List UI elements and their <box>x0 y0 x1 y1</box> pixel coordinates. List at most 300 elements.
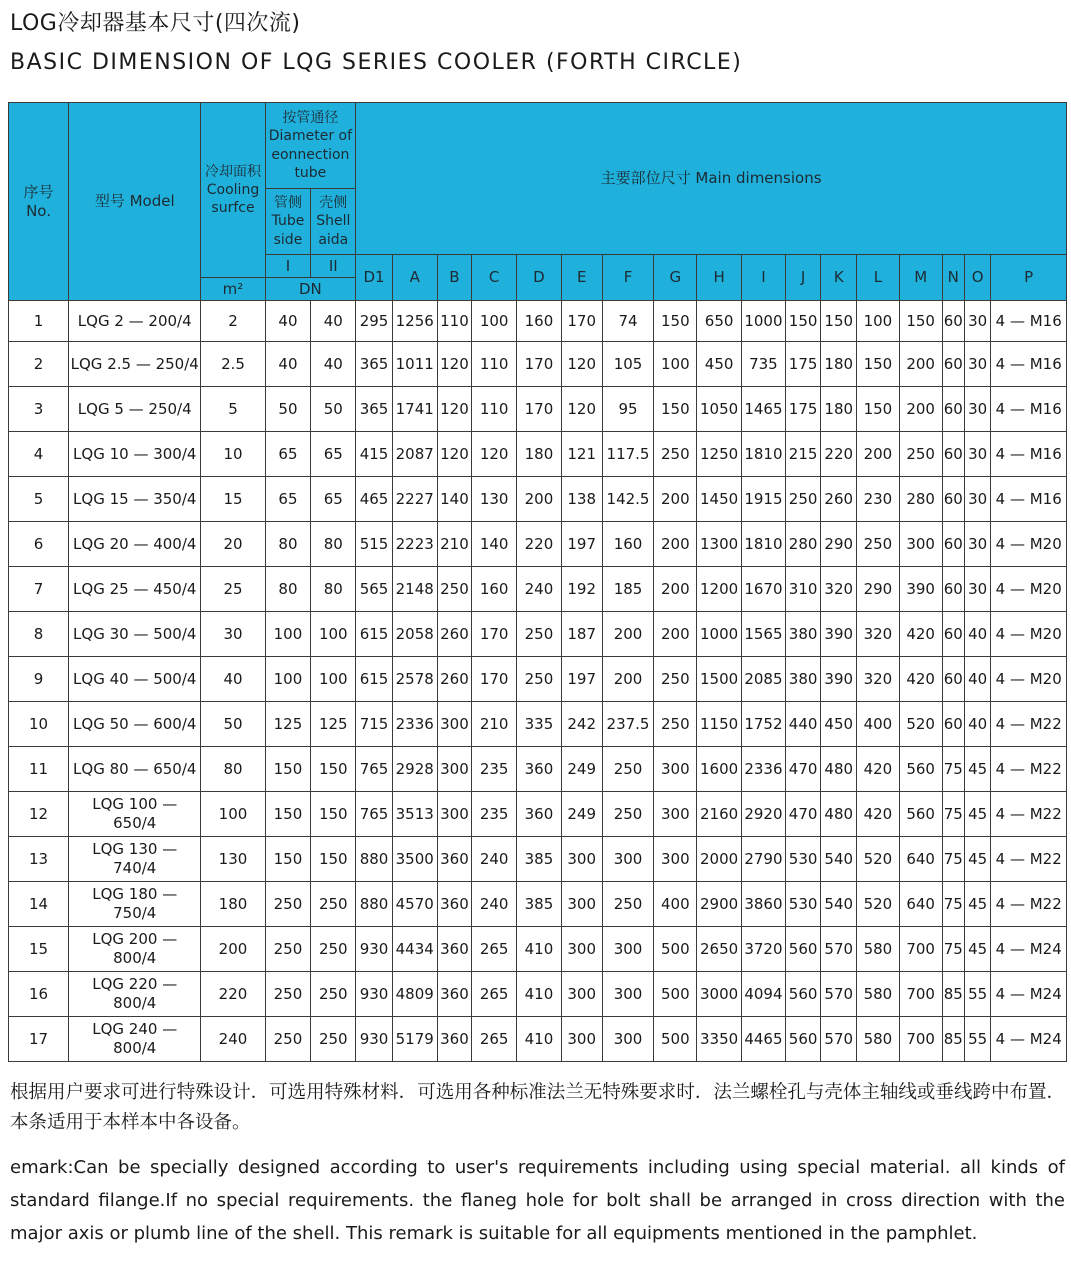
cell-d1: 365 <box>356 342 393 387</box>
header-col-j: J <box>785 255 821 301</box>
cell-c: 160 <box>472 567 517 612</box>
page-title-en: BASIC DIMENSION OF LQG SERIES COOLER (FORTH CIRCLE) <box>10 50 743 75</box>
cell-d: 250 <box>517 657 562 702</box>
cell-d1: 880 <box>356 837 393 882</box>
cell-no: 2 <box>9 342 69 387</box>
cell-model: LQG 5 — 250/4 <box>69 387 201 432</box>
cell-p: 4 — M20 <box>991 567 1067 612</box>
cell-k: 390 <box>821 612 857 657</box>
cell-area: 240 <box>201 1017 265 1062</box>
cell-shell-dn: 125 <box>311 702 356 747</box>
cell-shell-dn: 80 <box>311 567 356 612</box>
cell-k: 180 <box>821 342 857 387</box>
cell-no: 10 <box>9 702 69 747</box>
cell-c: 265 <box>472 1017 517 1062</box>
cell-m: 300 <box>899 522 942 567</box>
cell-k: 570 <box>821 972 857 1017</box>
cell-g: 250 <box>654 702 697 747</box>
cell-i: 1810 <box>742 432 786 477</box>
cell-model: LQG 2 — 200/4 <box>69 301 201 342</box>
cell-k: 260 <box>821 477 857 522</box>
cell-e: 249 <box>561 747 602 792</box>
cell-n: 60 <box>942 301 964 342</box>
cell-o: 45 <box>964 837 990 882</box>
cell-d: 410 <box>517 972 562 1017</box>
cell-c: 235 <box>472 792 517 837</box>
cell-b: 140 <box>437 477 472 522</box>
cell-e: 120 <box>561 387 602 432</box>
cell-m: 200 <box>899 342 942 387</box>
cell-c: 110 <box>472 387 517 432</box>
cell-p: 4 — M22 <box>991 702 1067 747</box>
cell-c: 110 <box>472 342 517 387</box>
cell-m: 420 <box>899 657 942 702</box>
cell-b: 300 <box>437 747 472 792</box>
cell-model: LQG 220 — 800/4 <box>69 972 201 1017</box>
cell-h: 1000 <box>697 612 742 657</box>
table-row <box>9 301 1067 342</box>
cell-model: LQG 240 — 800/4 <box>69 1017 201 1062</box>
cell-p: 4 — M16 <box>991 432 1067 477</box>
cell-shell-dn: 40 <box>311 301 356 342</box>
cell-d: 240 <box>517 567 562 612</box>
cell-l: 230 <box>857 477 900 522</box>
cell-a: 2087 <box>392 432 437 477</box>
cell-a: 4570 <box>392 882 437 927</box>
cell-e: 300 <box>561 972 602 1017</box>
cell-area: 25 <box>201 567 265 612</box>
cell-d1: 765 <box>356 792 393 837</box>
cell-a: 2058 <box>392 612 437 657</box>
cell-m: 700 <box>899 972 942 1017</box>
cell-k: 540 <box>821 837 857 882</box>
cell-tube-dn: 250 <box>265 882 311 927</box>
cell-n: 75 <box>942 747 964 792</box>
header-tube-roman: I <box>265 255 311 278</box>
cell-a: 1741 <box>392 387 437 432</box>
cell-l: 100 <box>857 301 900 342</box>
cell-b: 210 <box>437 522 472 567</box>
cell-n: 60 <box>942 522 964 567</box>
cell-b: 110 <box>437 301 472 342</box>
cell-g: 250 <box>654 657 697 702</box>
cell-model: LQG 20 — 400/4 <box>69 522 201 567</box>
cell-d: 360 <box>517 792 562 837</box>
cell-k: 220 <box>821 432 857 477</box>
table-row <box>9 702 1067 747</box>
cell-p: 4 — M20 <box>991 657 1067 702</box>
cell-l: 150 <box>857 387 900 432</box>
cell-tube-dn: 40 <box>265 301 311 342</box>
cell-h: 1250 <box>697 432 742 477</box>
header-shell-side: 壳侧 Shell aida <box>311 189 356 255</box>
header-tube-side: 管侧 Tube side <box>265 189 311 255</box>
cell-n: 60 <box>942 567 964 612</box>
cell-i: 4094 <box>742 972 786 1017</box>
cell-area: 15 <box>201 477 265 522</box>
cell-model: LQG 2.5 — 250/4 <box>69 342 201 387</box>
cell-o: 30 <box>964 567 990 612</box>
cell-n: 60 <box>942 657 964 702</box>
cell-l: 520 <box>857 837 900 882</box>
cell-no: 8 <box>9 612 69 657</box>
cell-area: 30 <box>201 612 265 657</box>
cell-d: 410 <box>517 927 562 972</box>
cell-area: 5 <box>201 387 265 432</box>
cell-p: 4 — M16 <box>991 387 1067 432</box>
cell-o: 30 <box>964 342 990 387</box>
cell-shell-dn: 40 <box>311 342 356 387</box>
cell-no: 7 <box>9 567 69 612</box>
cell-tube-dn: 80 <box>265 567 311 612</box>
remark-cn: 根据用户要求可进行特殊设计．可选用特殊材料．可选用各种标准法兰无特殊要求时．法兰螺栓孔与壳体主轴线或垂线跨中布置．本条适用于本样本中各设备。 <box>10 1082 1065 1133</box>
cell-g: 100 <box>654 342 697 387</box>
cell-h: 2160 <box>697 792 742 837</box>
cell-shell-dn: 150 <box>311 792 356 837</box>
cell-e: 170 <box>561 301 602 342</box>
cell-d1: 615 <box>356 657 393 702</box>
cell-p: 4 — M16 <box>991 342 1067 387</box>
cell-area: 80 <box>201 747 265 792</box>
cell-d1: 465 <box>356 477 393 522</box>
cell-c: 130 <box>472 477 517 522</box>
cell-shell-dn: 250 <box>311 972 356 1017</box>
cell-area: 130 <box>201 837 265 882</box>
cell-j: 250 <box>785 477 821 522</box>
header-dn: DN <box>265 278 356 301</box>
cell-k: 480 <box>821 747 857 792</box>
cell-f: 74 <box>602 301 654 342</box>
header-no: 序号 No. <box>9 103 69 301</box>
cell-g: 500 <box>654 927 697 972</box>
cell-tube-dn: 250 <box>265 927 311 972</box>
cell-j: 530 <box>785 882 821 927</box>
cell-d1: 295 <box>356 301 393 342</box>
cell-l: 580 <box>857 972 900 1017</box>
cell-b: 250 <box>437 567 472 612</box>
cell-l: 150 <box>857 342 900 387</box>
cell-f: 200 <box>602 612 654 657</box>
cell-area: 100 <box>201 792 265 837</box>
cell-j: 380 <box>785 612 821 657</box>
cell-model: LQG 130 — 740/4 <box>69 837 201 882</box>
header-col-n: N <box>942 255 964 301</box>
cell-m: 520 <box>899 702 942 747</box>
cell-i: 1752 <box>742 702 786 747</box>
cell-o: 40 <box>964 657 990 702</box>
cell-c: 265 <box>472 927 517 972</box>
cell-g: 300 <box>654 747 697 792</box>
cell-no: 17 <box>9 1017 69 1062</box>
cell-c: 240 <box>472 837 517 882</box>
cell-l: 290 <box>857 567 900 612</box>
table-row <box>9 1017 1067 1062</box>
cell-c: 265 <box>472 972 517 1017</box>
cell-no: 11 <box>9 747 69 792</box>
header-tube-diameter: 按管通径 Diameter of eonnection tube <box>265 103 356 189</box>
cell-tube-dn: 250 <box>265 1017 311 1062</box>
cell-f: 105 <box>602 342 654 387</box>
cell-g: 200 <box>654 567 697 612</box>
cell-g: 150 <box>654 387 697 432</box>
cell-tube-dn: 65 <box>265 432 311 477</box>
header-col-g: G <box>654 255 697 301</box>
cell-e: 121 <box>561 432 602 477</box>
cell-e: 197 <box>561 522 602 567</box>
cell-area: 40 <box>201 657 265 702</box>
cell-l: 520 <box>857 882 900 927</box>
cell-j: 280 <box>785 522 821 567</box>
cell-j: 150 <box>785 301 821 342</box>
table-row <box>9 612 1067 657</box>
cell-d: 170 <box>517 342 562 387</box>
cell-f: 250 <box>602 792 654 837</box>
cell-o: 30 <box>964 301 990 342</box>
remark-en: emark:Can be specially designed according to user's requirements including using special material. all kinds of standard filange.If no special requirements. the flaneg hole for bolt shall be arranged in cross direction with the major axis or plumb line of the shell. This remark is suitable for all equipments mentioned in the pamphlet. <box>10 1157 1065 1244</box>
cell-h: 2650 <box>697 927 742 972</box>
cell-tube-dn: 150 <box>265 837 311 882</box>
cell-c: 100 <box>472 301 517 342</box>
cell-no: 1 <box>9 301 69 342</box>
cell-shell-dn: 50 <box>311 387 356 432</box>
cell-m: 420 <box>899 612 942 657</box>
table-row <box>9 657 1067 702</box>
cell-p: 4 — M16 <box>991 301 1067 342</box>
cell-p: 4 — M16 <box>991 477 1067 522</box>
cell-model: LQG 25 — 450/4 <box>69 567 201 612</box>
cell-n: 85 <box>942 1017 964 1062</box>
cell-h: 3000 <box>697 972 742 1017</box>
cell-p: 4 — M22 <box>991 747 1067 792</box>
cell-model: LQG 100 — 650/4 <box>69 792 201 837</box>
table-row <box>9 432 1067 477</box>
header-shell-roman: II <box>311 255 356 278</box>
cell-no: 6 <box>9 522 69 567</box>
cell-i: 3860 <box>742 882 786 927</box>
cell-model: LQG 200 — 800/4 <box>69 927 201 972</box>
cell-f: 300 <box>602 1017 654 1062</box>
cell-d1: 565 <box>356 567 393 612</box>
cell-o: 45 <box>964 882 990 927</box>
cell-no: 15 <box>9 927 69 972</box>
cell-i: 2336 <box>742 747 786 792</box>
cell-o: 45 <box>964 792 990 837</box>
cell-j: 530 <box>785 837 821 882</box>
cell-a: 4434 <box>392 927 437 972</box>
cell-a: 2336 <box>392 702 437 747</box>
cell-h: 1300 <box>697 522 742 567</box>
cell-f: 250 <box>602 747 654 792</box>
cell-c: 120 <box>472 432 517 477</box>
cell-area: 220 <box>201 972 265 1017</box>
cell-g: 500 <box>654 1017 697 1062</box>
header-col-c: C <box>472 255 517 301</box>
cell-o: 55 <box>964 972 990 1017</box>
cell-h: 1200 <box>697 567 742 612</box>
cell-d: 220 <box>517 522 562 567</box>
cell-no: 4 <box>9 432 69 477</box>
cell-d1: 765 <box>356 747 393 792</box>
cell-d: 160 <box>517 301 562 342</box>
cell-e: 187 <box>561 612 602 657</box>
cell-a: 1011 <box>392 342 437 387</box>
cell-n: 60 <box>942 432 964 477</box>
cell-k: 150 <box>821 301 857 342</box>
cell-b: 360 <box>437 927 472 972</box>
cell-tube-dn: 40 <box>265 342 311 387</box>
cell-c: 210 <box>472 702 517 747</box>
cell-m: 640 <box>899 882 942 927</box>
table-row <box>9 477 1067 522</box>
cell-e: 300 <box>561 837 602 882</box>
cell-tube-dn: 100 <box>265 657 311 702</box>
cell-p: 4 — M22 <box>991 792 1067 837</box>
cell-k: 290 <box>821 522 857 567</box>
header-col-l: L <box>857 255 900 301</box>
cell-o: 45 <box>964 747 990 792</box>
cell-m: 560 <box>899 747 942 792</box>
cell-i: 2920 <box>742 792 786 837</box>
cell-i: 1465 <box>742 387 786 432</box>
cell-g: 200 <box>654 522 697 567</box>
cell-b: 120 <box>437 387 472 432</box>
page-title-cn: LOG冷却器基本尺寸(四次流) <box>10 11 301 36</box>
cell-f: 250 <box>602 882 654 927</box>
cell-h: 3350 <box>697 1017 742 1062</box>
cell-l: 420 <box>857 792 900 837</box>
cell-m: 560 <box>899 792 942 837</box>
cell-h: 1500 <box>697 657 742 702</box>
cell-g: 150 <box>654 301 697 342</box>
cell-l: 250 <box>857 522 900 567</box>
cell-o: 30 <box>964 522 990 567</box>
cell-area: 50 <box>201 702 265 747</box>
cell-i: 735 <box>742 342 786 387</box>
cell-tube-dn: 150 <box>265 792 311 837</box>
cell-b: 360 <box>437 837 472 882</box>
cell-m: 640 <box>899 837 942 882</box>
cell-d1: 615 <box>356 612 393 657</box>
table-row <box>9 837 1067 882</box>
cell-no: 13 <box>9 837 69 882</box>
cell-p: 4 — M22 <box>991 882 1067 927</box>
cell-d: 250 <box>517 612 562 657</box>
cell-area: 2 <box>201 301 265 342</box>
table-body <box>9 301 1067 1062</box>
cell-a: 2148 <box>392 567 437 612</box>
table-row <box>9 522 1067 567</box>
cell-n: 75 <box>942 837 964 882</box>
cell-o: 40 <box>964 612 990 657</box>
cell-m: 200 <box>899 387 942 432</box>
cell-j: 215 <box>785 432 821 477</box>
cell-e: 249 <box>561 792 602 837</box>
cell-l: 580 <box>857 927 900 972</box>
table-row <box>9 927 1067 972</box>
cell-c: 140 <box>472 522 517 567</box>
cell-l: 420 <box>857 747 900 792</box>
cell-a: 2223 <box>392 522 437 567</box>
cell-tube-dn: 250 <box>265 972 311 1017</box>
cell-j: 560 <box>785 972 821 1017</box>
table-row <box>9 387 1067 432</box>
cell-k: 570 <box>821 927 857 972</box>
cell-p: 4 — M24 <box>991 972 1067 1017</box>
cell-b: 360 <box>437 882 472 927</box>
cell-a: 2227 <box>392 477 437 522</box>
cell-i: 1670 <box>742 567 786 612</box>
cell-d: 410 <box>517 1017 562 1062</box>
cell-j: 470 <box>785 747 821 792</box>
cell-g: 300 <box>654 837 697 882</box>
cell-tube-dn: 65 <box>265 477 311 522</box>
cell-c: 235 <box>472 747 517 792</box>
table-row <box>9 882 1067 927</box>
cell-no: 12 <box>9 792 69 837</box>
cell-area: 200 <box>201 927 265 972</box>
cell-shell-dn: 100 <box>311 657 356 702</box>
cell-f: 300 <box>602 972 654 1017</box>
cell-a: 5179 <box>392 1017 437 1062</box>
cell-f: 95 <box>602 387 654 432</box>
cell-model: LQG 15 — 350/4 <box>69 477 201 522</box>
header-col-b: B <box>437 255 472 301</box>
cell-shell-dn: 250 <box>311 927 356 972</box>
cell-i: 1000 <box>742 301 786 342</box>
header-col-m: M <box>899 255 942 301</box>
dimension-table <box>8 102 1067 1062</box>
cell-i: 1810 <box>742 522 786 567</box>
cell-m: 700 <box>899 927 942 972</box>
cell-j: 560 <box>785 1017 821 1062</box>
cell-d1: 930 <box>356 927 393 972</box>
cell-d: 335 <box>517 702 562 747</box>
cell-c: 240 <box>472 882 517 927</box>
cell-j: 175 <box>785 387 821 432</box>
cell-m: 280 <box>899 477 942 522</box>
cell-i: 2790 <box>742 837 786 882</box>
cell-j: 560 <box>785 927 821 972</box>
cell-l: 320 <box>857 657 900 702</box>
cell-p: 4 — M20 <box>991 522 1067 567</box>
cell-f: 142.5 <box>602 477 654 522</box>
cell-area: 20 <box>201 522 265 567</box>
cell-j: 440 <box>785 702 821 747</box>
header-col-e: E <box>561 255 602 301</box>
cell-n: 60 <box>942 702 964 747</box>
cell-tube-dn: 80 <box>265 522 311 567</box>
cell-d1: 930 <box>356 972 393 1017</box>
table-header <box>9 103 1067 301</box>
cell-f: 160 <box>602 522 654 567</box>
cell-m: 150 <box>899 301 942 342</box>
cell-model: LQG 180 — 750/4 <box>69 882 201 927</box>
cell-e: 300 <box>561 1017 602 1062</box>
cell-k: 320 <box>821 567 857 612</box>
cell-n: 60 <box>942 342 964 387</box>
header-col-k: K <box>821 255 857 301</box>
cell-d1: 365 <box>356 387 393 432</box>
table-row <box>9 747 1067 792</box>
cell-l: 580 <box>857 1017 900 1062</box>
cell-k: 390 <box>821 657 857 702</box>
cell-f: 300 <box>602 927 654 972</box>
cell-i: 2085 <box>742 657 786 702</box>
cell-n: 85 <box>942 972 964 1017</box>
cell-n: 75 <box>942 927 964 972</box>
cell-d: 385 <box>517 882 562 927</box>
cell-d: 360 <box>517 747 562 792</box>
